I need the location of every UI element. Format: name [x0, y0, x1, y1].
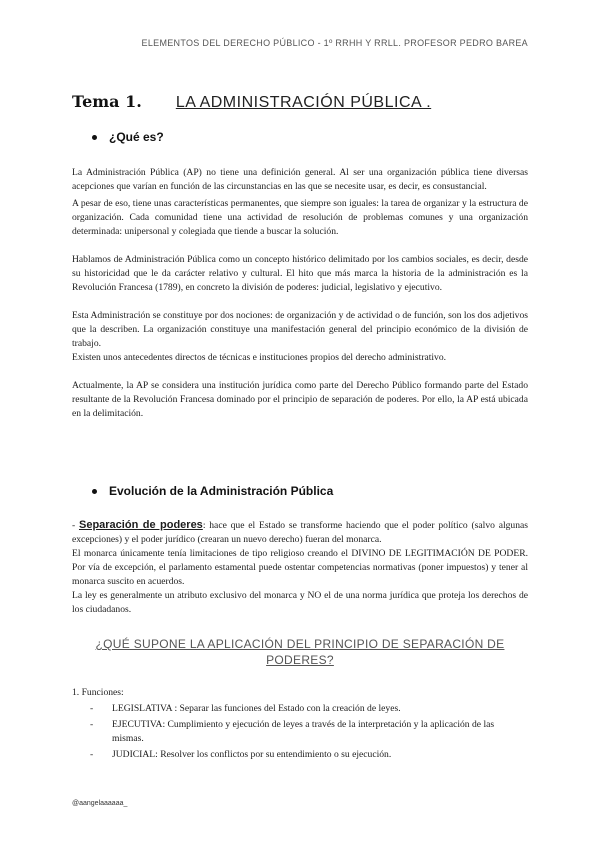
- paragraph: Actualmente, la AP se considera una institución jurídica como parte del Derecho Público formando parte del Estado resultante de la Revolución Francesa dominado por el principio de separación de poderes. Por ello, la AP está ubicada en la delimitación.: [72, 380, 528, 419]
- separation-text: : hace que el Estado se transforme haciendo que el poder político (salvo algunas excepciones) y el poder jurídico (crearan un nuevo derecho) fueran del monarca.: [72, 520, 528, 545]
- paragraph: La Administración Pública (AP) no tiene una definición general. Al ser una organización pública tiene diversas acepciones que varían en función de las circunstancias en las que se necesite usar, es decir, es consustancial.: [72, 167, 528, 192]
- paragraph: [72, 518, 528, 547]
- list-item: - LEGISLATIVA : Separar las funciones del Estado con la creación de leyes.: [72, 702, 528, 716]
- subheading: ¿QUÉ SUPONE LA APLICACIÓN DEL PRINCIPIO DE SEPARACIÓN DE PODERES?: [95, 637, 505, 667]
- paragraph: El monarca únicamente tenía limitaciones de tipo religioso creando el DIVINO DE LEGITIMACIÓN DE PODER. Por vía de excepción, el parlamento estamental puede ostentar competencias normativas (poner impuestos) y tener al monarca suscito en acuerdos.: [72, 548, 528, 587]
- bullet-icon: [92, 135, 97, 140]
- section-heading-que-es: [92, 130, 164, 144]
- section-evolucion-body: [72, 518, 528, 620]
- functions-items: [72, 702, 528, 762]
- list-item: - EJECUTIVA: Cumplimiento y ejecución de leyes a través de la interpretación y la aplicación de las mismas.: [72, 718, 528, 746]
- topic-number: Tema 1.: [72, 92, 142, 111]
- section-heading-label: Evolución de la Administración Pública: [109, 484, 334, 498]
- list-item: - JUDICIAL: Resolver los conflictos por su entendimiento o su ejecución.: [72, 748, 528, 762]
- paragraph: La ley es generalmente un atributo exclusivo del monarca y NO el de una norma jurídica que proteja los derechos de los ciudadanos.: [72, 590, 528, 615]
- section-heading-evolucion: [92, 484, 333, 498]
- paragraph: Esta Administración se constituye por dos nociones: de organización y de actividad o de función, son los dos adjetivos que la describen. La organización constituye una manifestación general del principio económico de la división de trabajo.: [72, 310, 528, 349]
- separation-title: Separación de poderes: [78, 519, 203, 531]
- section-que-es-body: [72, 166, 528, 424]
- footer-handle: @aangelaaaaaa_: [72, 800, 128, 807]
- bullet-icon: [92, 489, 97, 494]
- paragraph: A pesar de eso, tiene unas características permanentes, que siempre son iguales: la tarea de organizar y la estructura de organización. Cada comunidad tiene una actividad de resolución de problemas comunes y una organización determinada: unipersonal y colegiada que tiende a buscar la solución.: [72, 198, 528, 237]
- page-title: LA ADMINISTRACIÓN PÚBLICA .: [175, 94, 432, 111]
- functions-list: [72, 686, 528, 764]
- page-header: ELEMENTOS DEL DERECHO PÚBLICO - 1º RRHH Y RRLL. PROFESOR PEDRO BAREA: [141, 38, 528, 48]
- functions-intro: 1. Funciones:: [72, 687, 124, 698]
- dash: -: [72, 520, 79, 531]
- title-row: [72, 92, 431, 112]
- paragraph: Hablamos de Administración Pública como un concepto histórico delimitado por los cambios sociales, es decir, desde su historicidad que le da carácter relativo y cultural. El hito que más marca la historia de la administración es la Revolución Francesa (1789), en concreto la división de poderes: judicial, legislativo y ejecutivo.: [72, 254, 528, 293]
- section-heading-label: ¿Qué es?: [109, 130, 164, 144]
- paragraph: Existen unos antecedentes directos de técnicas e instituciones propios del derecho administrativo.: [72, 352, 447, 363]
